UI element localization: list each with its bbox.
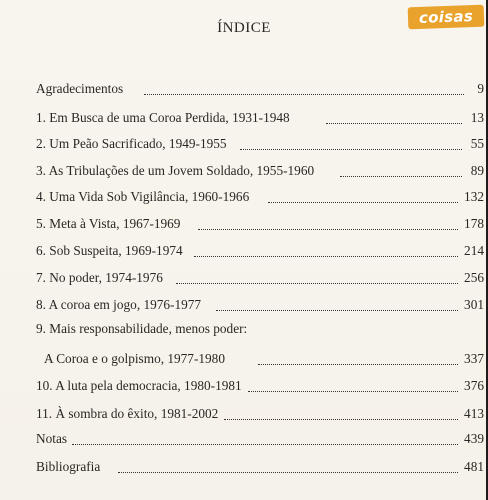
toc-entry-chapter-11 — [36, 404, 484, 424]
toc-entry-label: Bibliografia — [36, 459, 101, 474]
dot-leader — [118, 471, 458, 473]
dot-leader — [326, 122, 462, 124]
toc-entry-page: 439 — [464, 431, 484, 446]
toc-entry-label: 11. À sombra do êxito, 1981-2002 — [36, 406, 219, 421]
toc-entry-page: 376 — [464, 378, 484, 393]
dot-leader — [144, 93, 464, 95]
toc-entry-label: 8. A coroa em jogo, 1976-1977 — [36, 297, 202, 312]
toc-entry-label: A Coroa e o golpismo, 1977-1980 — [44, 351, 225, 366]
toc-entry-chapter-5 — [36, 214, 484, 234]
toc-entry-bibliografia — [36, 457, 484, 477]
toc-entry-chapter-1 — [36, 108, 484, 128]
toc-entry-page: 337 — [464, 351, 484, 366]
toc-entry-page: 13 — [470, 110, 484, 125]
toc-entry-label: Notas — [36, 431, 68, 446]
toc-entry-page: 132 — [464, 189, 484, 204]
dot-leader — [240, 148, 462, 150]
toc-entry-page: 256 — [464, 270, 484, 285]
dot-leader — [268, 201, 458, 203]
toc-entry-agradecimentos — [36, 79, 484, 99]
toc-entry-notas — [36, 429, 484, 449]
toc-entry-page: 214 — [464, 243, 484, 258]
toc-entry-label: 1. Em Busca de uma Coroa Perdida, 1931-1948 — [36, 110, 290, 125]
toc-entry-page: 89 — [470, 163, 484, 178]
toc-entry-label: 7. No poder, 1974-1976 — [36, 270, 163, 285]
toc-entry-label: 5. Meta à Vista, 1967-1969 — [36, 216, 181, 231]
toc-entry-page: 413 — [464, 406, 484, 421]
toc-entry-page: 55 — [470, 136, 484, 151]
dot-leader — [176, 282, 458, 284]
dot-leader — [216, 309, 458, 311]
toc-entry-page: 9 — [477, 81, 484, 96]
toc-entry-chapter-3 — [36, 161, 484, 181]
toc-entry-chapter-4 — [36, 187, 484, 207]
dot-leader — [224, 418, 458, 420]
toc-entry-chapter-10 — [36, 376, 484, 396]
dot-leader — [198, 228, 458, 230]
toc-entry-label: Agradecimentos — [36, 81, 124, 96]
toc-entry-label: 10. A luta pela democracia, 1980-1981 — [36, 378, 242, 393]
dot-leader — [340, 175, 462, 177]
toc-entry-chapter-2 — [36, 134, 484, 154]
toc-entry-label: 9. Mais responsabilidade, menos poder: — [36, 321, 248, 336]
toc-entry-page: 178 — [464, 216, 484, 231]
dot-leader — [194, 255, 458, 257]
dot-leader — [72, 443, 458, 445]
toc-entry-chapter-9 — [36, 319, 484, 339]
toc-entry-chapter-8 — [36, 295, 484, 315]
toc-entry-page: 301 — [464, 297, 484, 312]
page-title: ÍNDICE — [217, 20, 271, 36]
toc-entry-label: 6. Sob Suspeita, 1969-1974 — [36, 243, 183, 258]
dot-leader — [248, 390, 458, 392]
toc-entry-label: 2. Um Peão Sacrificado, 1949-1955 — [36, 136, 227, 151]
toc-entry-chapter-9-subtitle — [36, 349, 484, 369]
toc-entry-label: 3. As Tribulações de um Jovem Soldado, 1955-1960 — [36, 163, 315, 178]
coisas-logo: coisas — [408, 5, 485, 30]
toc-entry-chapter-6 — [36, 241, 484, 261]
toc-entry-chapter-7 — [36, 268, 484, 288]
toc-entry-page: 481 — [464, 459, 484, 474]
toc-entry-label: 4. Uma Vida Sob Vigilância, 1960-1966 — [36, 189, 250, 204]
dot-leader — [258, 363, 458, 365]
